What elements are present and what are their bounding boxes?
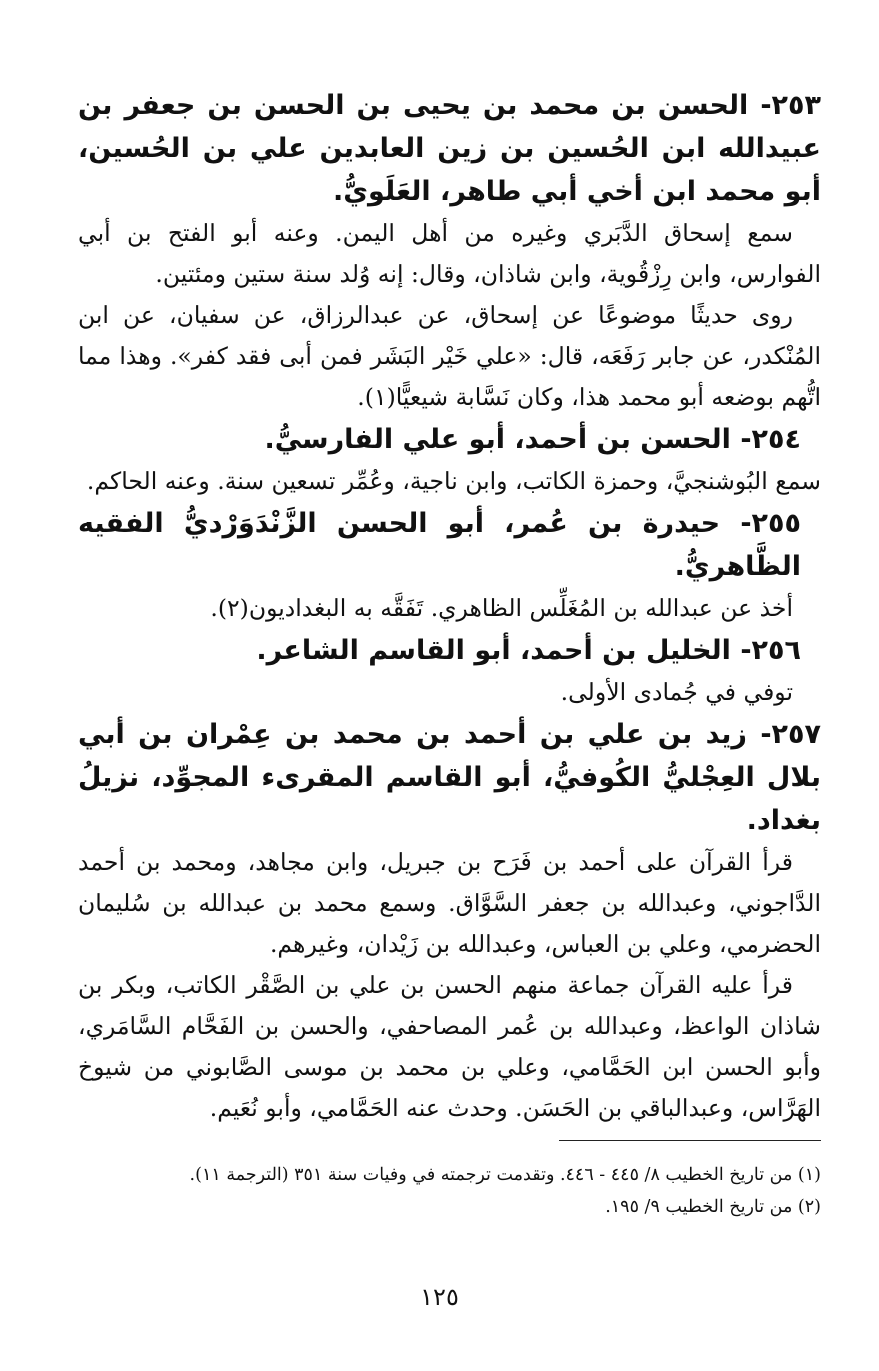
entry-heading: ٢٥٧- زيد بن علي بن أحمد بن محمد بن عِمْران بن أبي بلال العِجْليُّ الكُوفيُّ، أبو القاسم المقرىء المجوِّد، نزيلُ بغداد. — [78, 719, 821, 836]
entry-paragraph: أخذ عن عبدالله بن المُغَلِّس الظاهري. تَفَقَّه به البغداديون(٢). — [210, 594, 793, 622]
entry-paragraph: قرأ القرآن على أحمد بن فَرَح بن جبريل، وابن مجاهد، ومحمد بن أحمد الدَّاجوني، وعبدالله بن جعفر السَّوَّاق. وسمع محمد بن عبدالله بن سُليمان الحضرمي، وعلي بن العباس، وعبدالله بن زَيْدان، وغيرهم. — [78, 848, 821, 958]
entry-heading: ٢٥٥- حيدرة بن عُمر، أبو الحسن الزَّنْدَوَرْديُّ الفقيه الظَّاهريُّ. — [78, 508, 801, 582]
entry-heading: ٢٥٦- الخليل بن أحمد، أبو القاسم الشاعر. — [256, 635, 801, 666]
entry-paragraph: قرأ عليه القرآن جماعة منهم الحسن بن علي بن الصَّقْر الكاتب، وبكر بن شاذان الواعظ، وعبدالله بن عُمر المصاحفي، والحسن بن الفَحَّام السَّامَري، وأبو الحسن ابن الحَمَّامي، وعلي بن محمد بن موسى الصَّابوني من شيوخ الهَرَّاس، وعبدالباقي بن الحَسَن. وحدث عنه الحَمَّامي، وأبو نُعَيم. — [78, 971, 821, 1122]
entry-heading: ٢٥٤- الحسن بن أحمد، أبو علي الفارسيُّ. — [264, 424, 801, 455]
entry-heading: ٢٥٣- الحسن بن محمد بن يحيى بن الحسن بن جعفر بن عبيدالله ابن الحُسين بن زين العابدين علي بن الحُسين، أبو محمد ابن أخي أبي طاهر، العَلَويُّ. — [78, 90, 821, 207]
entry-256 — [78, 629, 821, 713]
entry-paragraph: روى حديثًا موضوعًا عن إسحاق، عن عبدالرزاق، عن سفيان، عن ابن المُنْكدر، عن جابر رَفَعَه، قال: «علي خَيْر البَشَر فمن أبى فقد كفر». وهذا مما اتُّهم بوضعه أبو محمد هذا، وكان نَسَّابة شيعيًّا(١). — [78, 301, 821, 411]
entry-254 — [78, 418, 821, 502]
footnote-separator — [559, 1140, 821, 1141]
page-number: ١٢٥ — [420, 1283, 459, 1311]
entry-257 — [78, 713, 821, 1129]
entry-paragraph: سمع إسحاق الدَّبَري وغيره من أهل اليمن. وعنه أبو الفتح بن أبي الفوارس، وابن رِزْقُوية، وابن شاذان، وقال: إنه وُلد سنة ستين ومئتين. — [78, 219, 821, 288]
entry-255 — [78, 502, 821, 629]
entry-paragraph: سمع البُوشنجيَّ، وحمزة الكاتب، وابن ناجية، وعُمِّر تسعين سنة. وعنه الحاكم. — [86, 467, 821, 495]
entry-253 — [78, 84, 821, 418]
entry-paragraph: توفي في جُمادى الأولى. — [560, 678, 793, 706]
footnote-1: (١) من تاريخ الخطيب ٨/ ٤٤٥ - ٤٤٦. وتقدمت ترجمته في وفيات سنة ٣٥١ (الترجمة ١١). — [189, 1165, 821, 1185]
footnotes — [78, 1140, 821, 1223]
footnote-2: (٢) من تاريخ الخطيب ٩/ ١٩٥. — [605, 1197, 821, 1217]
